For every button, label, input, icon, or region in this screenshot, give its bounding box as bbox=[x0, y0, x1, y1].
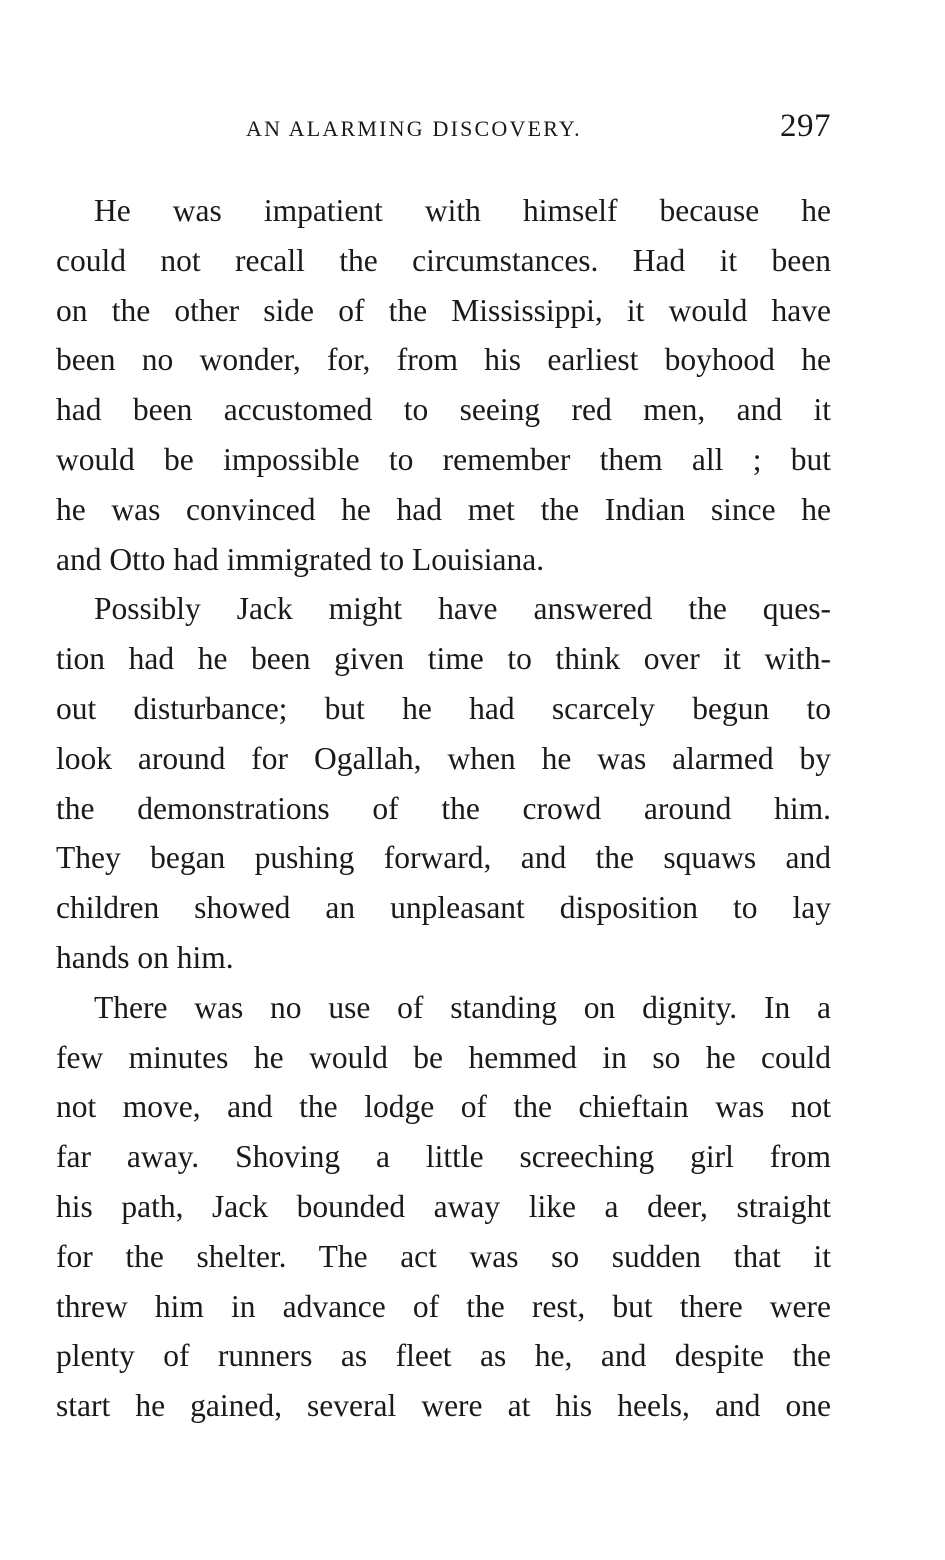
text-line: Possibly Jack might have answered the ques- bbox=[94, 591, 831, 627]
paragraph-2 bbox=[56, 584, 831, 982]
paragraph-3 bbox=[56, 983, 831, 1431]
paragraph-1 bbox=[56, 186, 831, 584]
text-line: threw him in advance of the rest, but there were bbox=[56, 1288, 831, 1324]
text-line: had been accustomed to seeing red men, and it bbox=[56, 392, 831, 428]
text-line: for the shelter. The act was so sudden that it bbox=[56, 1238, 831, 1274]
text-line: out disturbance; but he had scarcely begun to bbox=[56, 690, 831, 726]
text-line: hands on him. bbox=[56, 939, 234, 975]
text-line: There was no use of standing on dignity. In a bbox=[94, 989, 831, 1025]
text-line: the demonstrations of the crowd around him. bbox=[56, 790, 831, 826]
body-text bbox=[56, 186, 831, 1431]
text-line: not move, and the lodge of the chieftain was not bbox=[56, 1089, 831, 1125]
text-line: been no wonder, for, from his earliest boyhood he bbox=[56, 342, 831, 378]
text-line: and Otto had immigrated to Louisiana. bbox=[56, 541, 545, 577]
text-line: children showed an unpleasant disposition to lay bbox=[56, 890, 831, 926]
text-line: plenty of runners as fleet as he, and despite the bbox=[56, 1338, 831, 1374]
running-title: AN ALARMING DISCOVERY. bbox=[246, 116, 582, 141]
text-line: He was impatient with himself because he bbox=[94, 193, 831, 228]
page-number: 297 bbox=[780, 108, 831, 144]
text-line: look around for Ogallah, when he was alarmed by bbox=[56, 740, 831, 776]
text-line: few minutes he would be hemmed in so he could bbox=[56, 1039, 831, 1075]
text-line: would be impossible to remember them all ; but bbox=[56, 441, 831, 477]
text-line: They began pushing forward, and the squaws and bbox=[56, 840, 831, 876]
text-line: on the other side of the Mississippi, it would have bbox=[56, 292, 831, 328]
text-line: his path, Jack bounded away like a deer, straight bbox=[56, 1188, 831, 1224]
text-line: tion had he been given time to think over it with- bbox=[56, 641, 831, 677]
text-line: far away. Shoving a little screeching girl from bbox=[56, 1139, 831, 1175]
text-line: he was convinced he had met the Indian since he bbox=[56, 491, 831, 527]
text-line: start he gained, several were at his heels, and one bbox=[56, 1388, 831, 1424]
text-line: could not recall the circumstances. Had it been bbox=[56, 242, 831, 278]
running-header bbox=[56, 108, 831, 148]
